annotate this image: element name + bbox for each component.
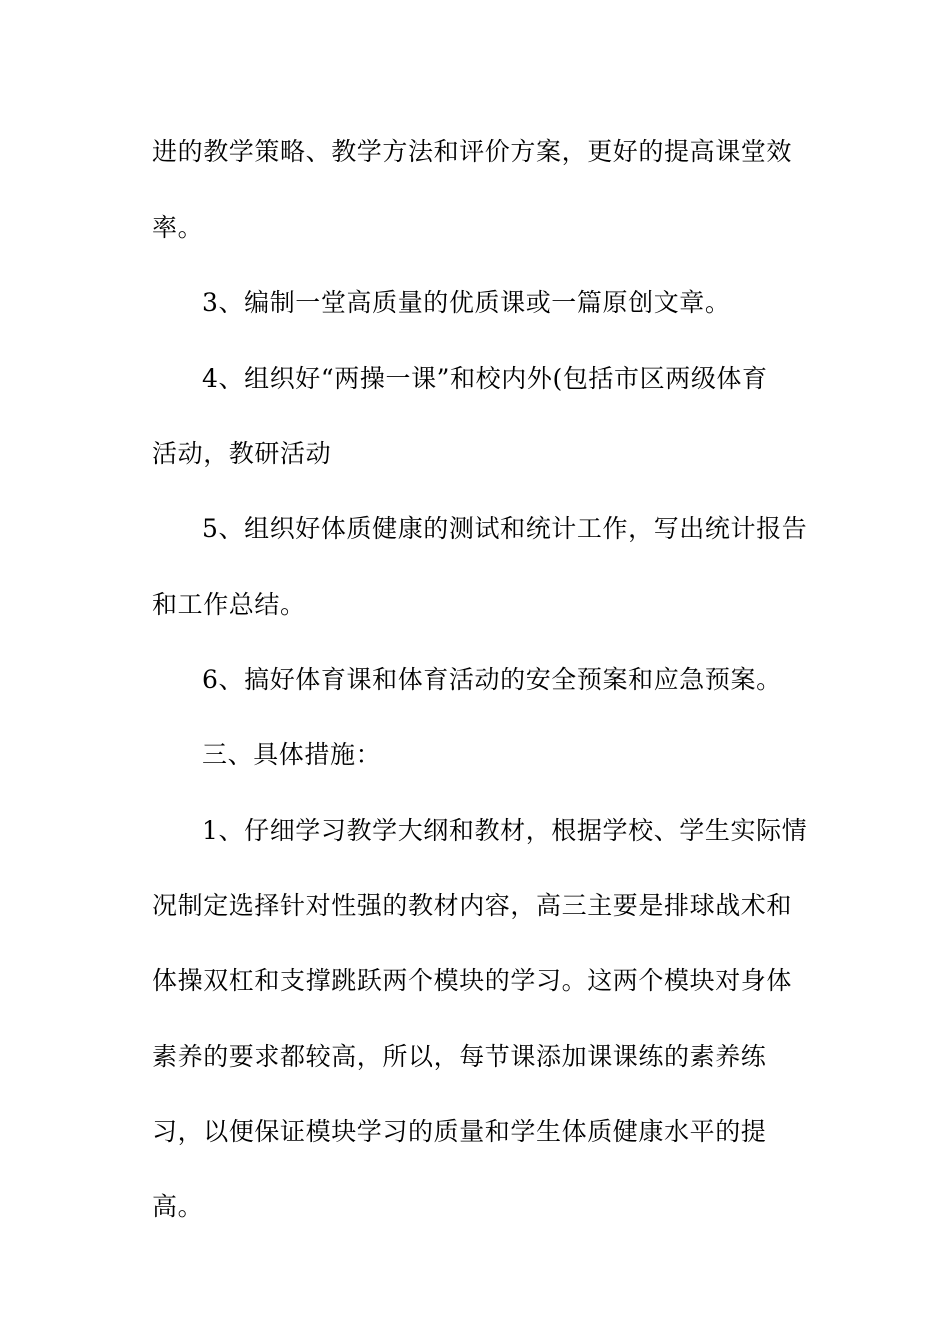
paragraph-line: 高。 (152, 1192, 204, 1221)
paragraph-line: 素养的要求都较高，所以，每节课添加课课练的素养练 (152, 1042, 767, 1071)
paragraph-line: 进的教学策略、教学方法和评价方案，更好的提高课堂效 (152, 137, 793, 166)
list-item-5: 5、组织好体质健康的测试和统计工作，写出统计报告 (202, 514, 808, 543)
paragraph-line: 况制定选择针对性强的教材内容，高三主要是排球战术和 (152, 891, 793, 920)
paragraph-line: 和工作总结。 (152, 590, 306, 619)
list-item-1: 1、仔细学习教学大纲和教材，根据学校、学生实际情 (202, 816, 808, 845)
list-item-4: 4、组织好“两操一课”和校内外(包括市区两级体育 (202, 364, 768, 393)
paragraph-line: 活动，教研活动 (152, 439, 332, 468)
list-item-6: 6、搞好体育课和体育活动的安全预案和应急预案。 (202, 665, 782, 694)
paragraph-line: 率。 (152, 213, 204, 242)
list-item-3: 3、编制一堂高质量的优质课或一篇原创文章。 (202, 288, 731, 317)
paragraph-line: 体操双杠和支撑跳跃两个模块的学习。这两个模块对身体 (152, 966, 793, 995)
paragraph-line: 习，以便保证模块学习的质量和学生体质健康水平的提 (152, 1117, 767, 1146)
section-heading: 三、具体措施： (202, 740, 382, 769)
